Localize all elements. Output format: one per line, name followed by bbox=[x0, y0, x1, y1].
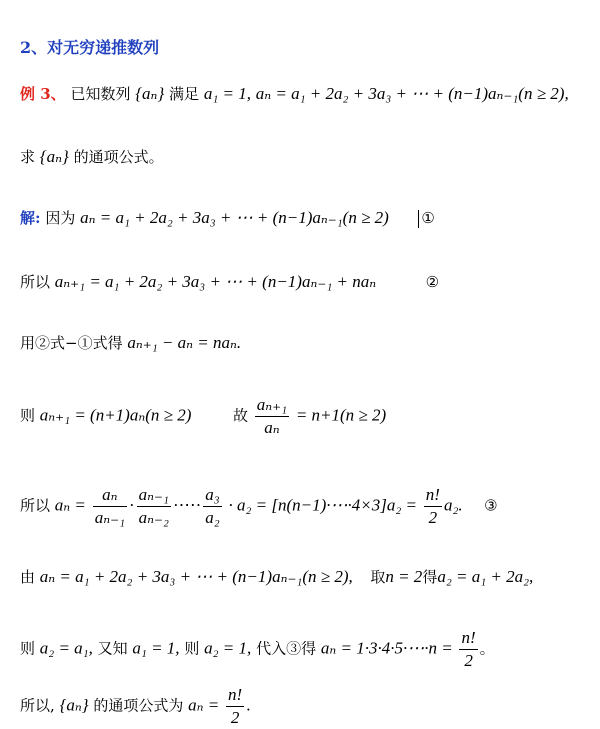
fraction-numerator: aₙ bbox=[93, 486, 127, 507]
example-question bbox=[20, 147, 164, 167]
product-fraction-2 bbox=[137, 486, 171, 527]
solution-text: 则 bbox=[20, 406, 36, 425]
fraction-denominator: 2 bbox=[428, 508, 438, 527]
line-end-punctuation: 。 bbox=[479, 639, 495, 658]
final-formula-lhs: aₙ = bbox=[188, 695, 220, 715]
product-fraction-3 bbox=[203, 486, 221, 527]
recurrence-condition: aₙ = a₁ + 2a₂ + 3a₃ + ⋯ + (n−1)aₙ₋₁(n ≥ 2), bbox=[255, 84, 569, 103]
fraction-numerator: n! bbox=[424, 486, 442, 507]
solution-text: 的通项公式为 bbox=[93, 696, 184, 715]
fraction-denominator: aₙ₋₂ bbox=[138, 508, 169, 527]
solution-text: 所以 bbox=[20, 273, 51, 291]
product-lhs: aₙ = bbox=[54, 495, 86, 515]
solution-text: 则 bbox=[184, 639, 200, 658]
sequence-symbol: {aₙ} bbox=[135, 84, 165, 103]
final-fraction bbox=[226, 686, 244, 727]
final-period: . bbox=[246, 695, 251, 715]
solution-text: 故 bbox=[232, 406, 248, 425]
solution-text: 取 bbox=[370, 568, 386, 586]
general-fraction bbox=[459, 629, 477, 670]
question-sequence: {aₙ} bbox=[39, 147, 69, 166]
substitution-value: n = 2 bbox=[385, 567, 423, 586]
equation-2: aₙ₊₁ = a₁ + 2a₂ + 3a₃ + ⋯ + (n−1)aₙ₋₁ + naₙ bbox=[54, 272, 377, 291]
fraction-denominator: aₙ bbox=[264, 418, 280, 437]
a2-value: a₂ = 1, bbox=[204, 638, 252, 658]
solution-conclusion bbox=[20, 686, 250, 727]
equation-marker-1: ① bbox=[421, 209, 435, 227]
fraction-denominator: 2 bbox=[230, 708, 240, 727]
text-cursor bbox=[418, 210, 419, 228]
solution-line-1 bbox=[20, 208, 435, 228]
fraction-numerator: aₙ₋₁ bbox=[137, 486, 171, 507]
ratio-relation: aₙ₊₁ = (n+1)aₙ(n ≥ 2) bbox=[39, 405, 192, 425]
solution-text: 又知 bbox=[97, 639, 128, 658]
ratio-result: = n+1(n ≥ 2) bbox=[295, 405, 387, 425]
factorial-fraction bbox=[424, 486, 442, 527]
solution-text: 所以, bbox=[20, 696, 55, 715]
product-ellipsis: ·⋯· bbox=[172, 495, 202, 515]
initial-condition: a₁ = 1, bbox=[203, 84, 251, 103]
product-expansion: · a₂ = [n(n−1)·⋯·4×3]a₂ = bbox=[228, 495, 417, 515]
equation-1: aₙ = a₁ + 2a₂ + 3a₃ + ⋯ + (n−1)aₙ₋₁(n ≥ 2) bbox=[80, 208, 389, 227]
a2-equals-a1: a₂ = a₁, bbox=[39, 638, 93, 658]
example-intro: 已知数列 bbox=[70, 85, 131, 103]
difference-equation: aₙ₊₁ − aₙ = naₙ. bbox=[127, 333, 242, 352]
solution-line-3 bbox=[20, 333, 241, 353]
a1-value: a₁ = 1, bbox=[132, 638, 180, 658]
example-label: 例 3、 bbox=[20, 85, 66, 103]
solution-text: 得 bbox=[422, 568, 438, 586]
solution-text: 由 bbox=[20, 568, 36, 586]
solution-text: 则 bbox=[20, 639, 36, 658]
fraction-denominator: a₂ bbox=[205, 508, 220, 527]
equation-marker-3: ③ bbox=[484, 496, 498, 515]
fraction-denominator: 2 bbox=[464, 651, 473, 670]
example-statement bbox=[20, 84, 569, 104]
solution-text: 代入③得 bbox=[256, 639, 317, 658]
product-end: a₂. bbox=[443, 495, 463, 515]
solution-line-6 bbox=[20, 567, 533, 587]
solution-text: 所以 bbox=[20, 496, 51, 515]
fraction-numerator: n! bbox=[459, 629, 477, 650]
solution-line-4 bbox=[20, 396, 386, 437]
question-prefix: 求 bbox=[20, 148, 36, 166]
conclusion-sequence: {aₙ} bbox=[59, 695, 89, 715]
fraction-numerator: a₃ bbox=[203, 486, 221, 507]
fraction-numerator: n! bbox=[226, 686, 244, 707]
recurrence-restated: aₙ = a₁ + 2a₂ + 3a₃ + ⋯ + (n−1)aₙ₋₁(n ≥ 2), bbox=[39, 567, 353, 586]
solution-text: 用②式−①式得 bbox=[20, 334, 123, 352]
solution-line-5: 所以 aₙ = $\frac{\text{aₙ}}{\text{aₙ₋₁}}$ · $\frac{\text{aₙ₋₁}}{\text{aₙ₋₂}}$ ·⋯· $\frac{\text{a₃}}{\text{a₂}}$ · a₂ = [n(n−1)·⋯·4×3]a₂ = $\frac{n!}{2}$ a₂. ③ bbox=[20, 485, 498, 527]
condition-text: 满足 bbox=[169, 85, 200, 103]
general-product: aₙ = 1·3·4·5·⋯·n = bbox=[320, 638, 453, 658]
fraction-denominator: aₙ₋₁ bbox=[94, 508, 125, 527]
section-heading: 2、对无穷递推数列 bbox=[20, 38, 160, 57]
substitution-result: a₂ = a₁ + 2a₂, bbox=[437, 567, 534, 586]
question-suffix: 的通项公式。 bbox=[73, 148, 164, 166]
product-fraction-1 bbox=[93, 486, 127, 527]
solution-line-7 bbox=[20, 629, 495, 670]
solution-line-2 bbox=[20, 272, 439, 292]
fraction-numerator: aₙ₊₁ bbox=[255, 396, 289, 417]
solution-text: 因为 bbox=[45, 209, 76, 227]
ratio-fraction bbox=[255, 396, 289, 437]
solution-label: 解: bbox=[20, 209, 41, 227]
equation-marker-2: ② bbox=[425, 273, 440, 291]
